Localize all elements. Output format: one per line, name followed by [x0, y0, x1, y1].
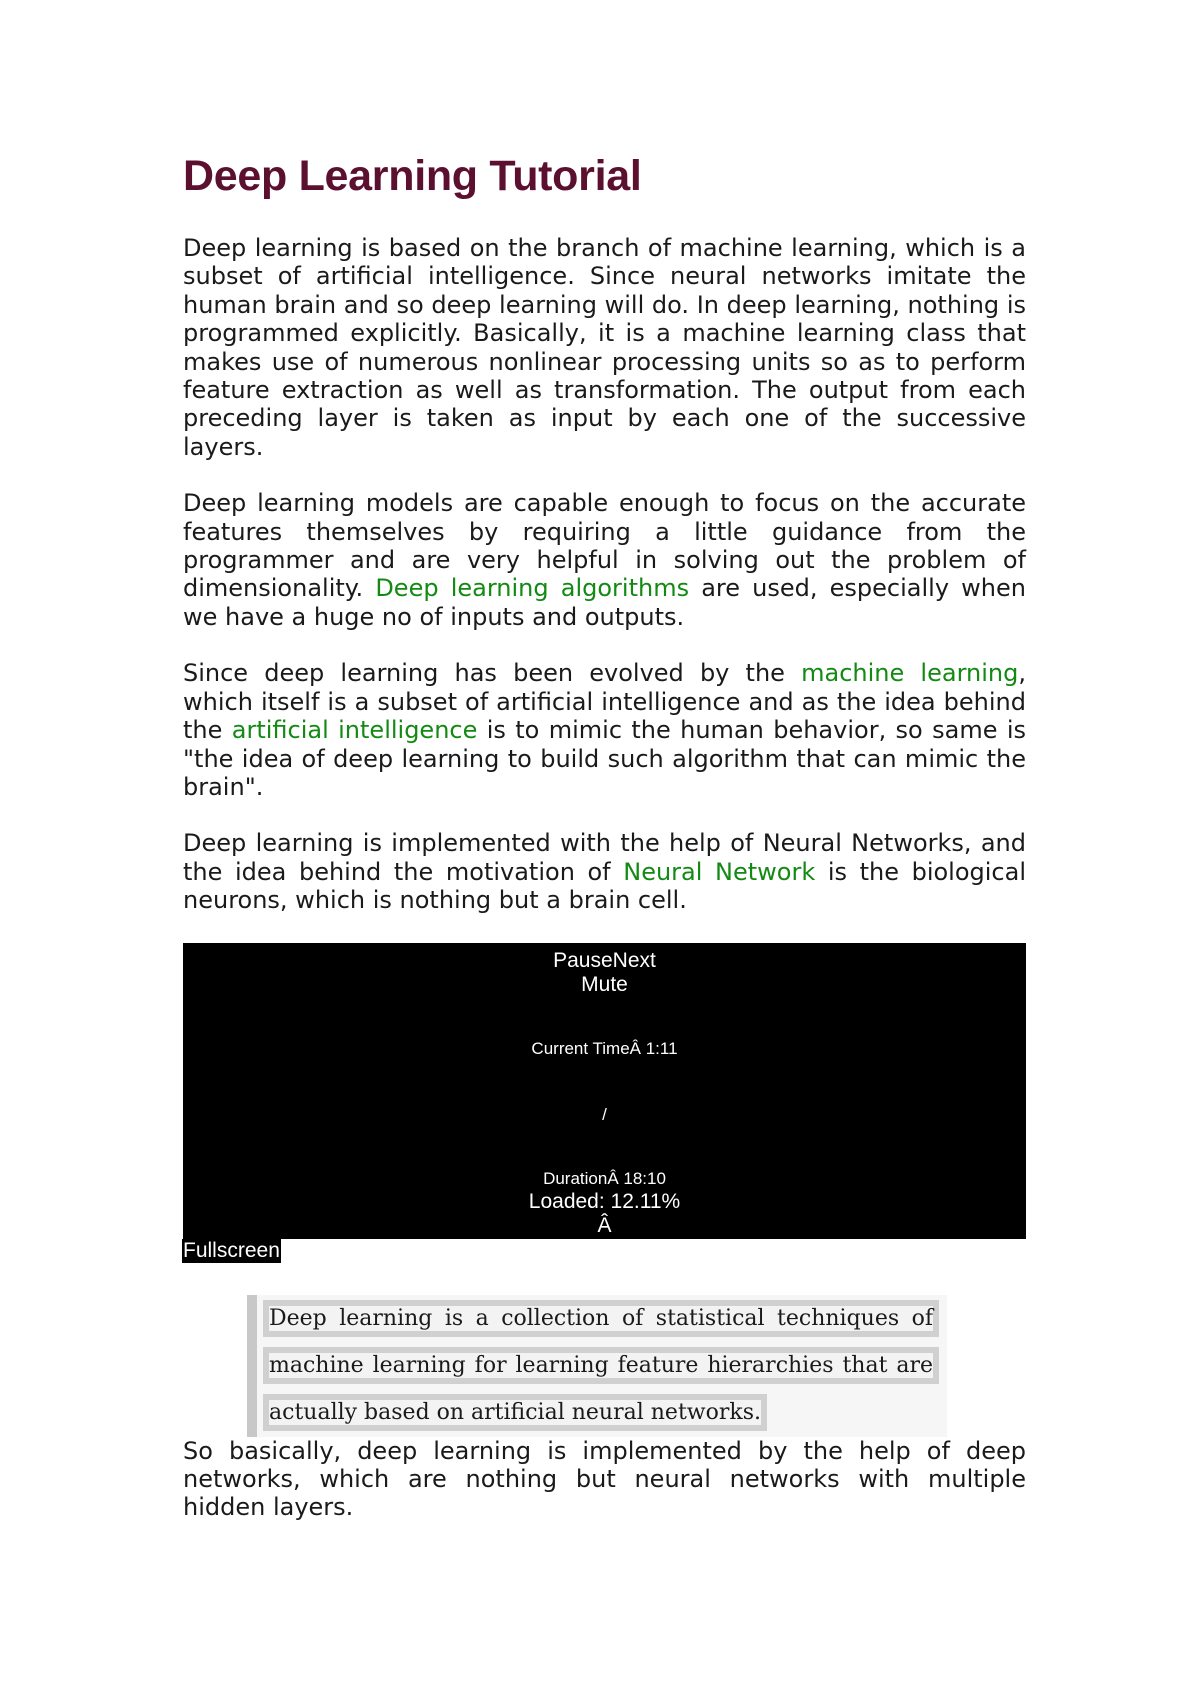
quote-highlight: Deep learning is a collection of statistical techniques of machine learning for learning feature hierarchies that are actually based on artificial neural networks. [269, 1305, 933, 1425]
paragraph-evolution [183, 659, 1026, 801]
quote-text [269, 1295, 933, 1436]
paragraph-text: are used, especially when we have a huge no of inputs and outputs. [183, 574, 1026, 631]
paragraph-models [183, 489, 1026, 631]
paragraph-text: Deep learning models are capable enough to focus on the accurate features themselves by requiring a little guidance from the programmer and are very helpful in solving out the problem of dimensionality. [183, 489, 1026, 603]
paragraph-text: Since deep learning has been evolved by the [183, 659, 802, 688]
mute-button[interactable]: Mute [581, 972, 628, 996]
link-machine-learning[interactable]: machine learning [801, 659, 1019, 688]
loaded-status [183, 1190, 1026, 1238]
video-player[interactable] [183, 943, 1026, 1239]
paragraph-text: , which itself is a subset of artificial intelligence and as the idea behind the [183, 659, 1026, 745]
link-deep-learning-algorithms[interactable]: Deep learning algorithms [375, 574, 690, 603]
fullscreen-button[interactable]: Fullscreen [183, 1238, 280, 1262]
video-controls [183, 949, 1026, 997]
paragraph-summary: So basically, deep learning is implemented by the help of deep networks, which are nothing but neural networks with multiple hidden layers. [183, 1436, 1026, 1522]
article-content [183, 150, 1026, 1550]
trailing-char: Â [597, 1213, 612, 1237]
page-title: Deep Learning Tutorial [183, 152, 642, 200]
duration: DurationÂ 18:10 [543, 1168, 666, 1188]
paragraph-intro: Deep learning is based on the branch of machine learning, which is a subset of artificial intelligence. Since neural networks imitate the human brain and so deep learning will do. In deep learning, nothing is programmed explicitly. Basically, it is a machine learning class that makes use of numerous nonlinear processing units so as to perform feature extraction as well as transformation. The output from each preceding layer is taken as input by each one of the successive layers. [183, 234, 1026, 461]
paragraph-text: is to mimic the human behavior, so same is "the idea of deep learning to build such algorithm that can mimic the brain". [183, 716, 1027, 801]
paragraph-neural-networks [183, 829, 1026, 914]
pause-next-button[interactable]: PauseNext [553, 948, 656, 972]
time-separator: / [602, 1104, 607, 1124]
loaded-percent: Loaded: 12.11% [528, 1189, 681, 1213]
current-time: Current TimeÂ 1:11 [531, 1038, 678, 1058]
paragraph-text: is the biological neurons, which is nothing but a brain cell. [183, 857, 1026, 915]
link-neural-network[interactable]: Neural Network [623, 857, 816, 886]
link-artificial-intelligence[interactable]: artificial intelligence [231, 716, 478, 745]
paragraph-text: Deep learning is implemented with the help of Neural Networks, and the idea behind the motivation of [183, 829, 1026, 886]
blockquote [247, 1295, 947, 1437]
